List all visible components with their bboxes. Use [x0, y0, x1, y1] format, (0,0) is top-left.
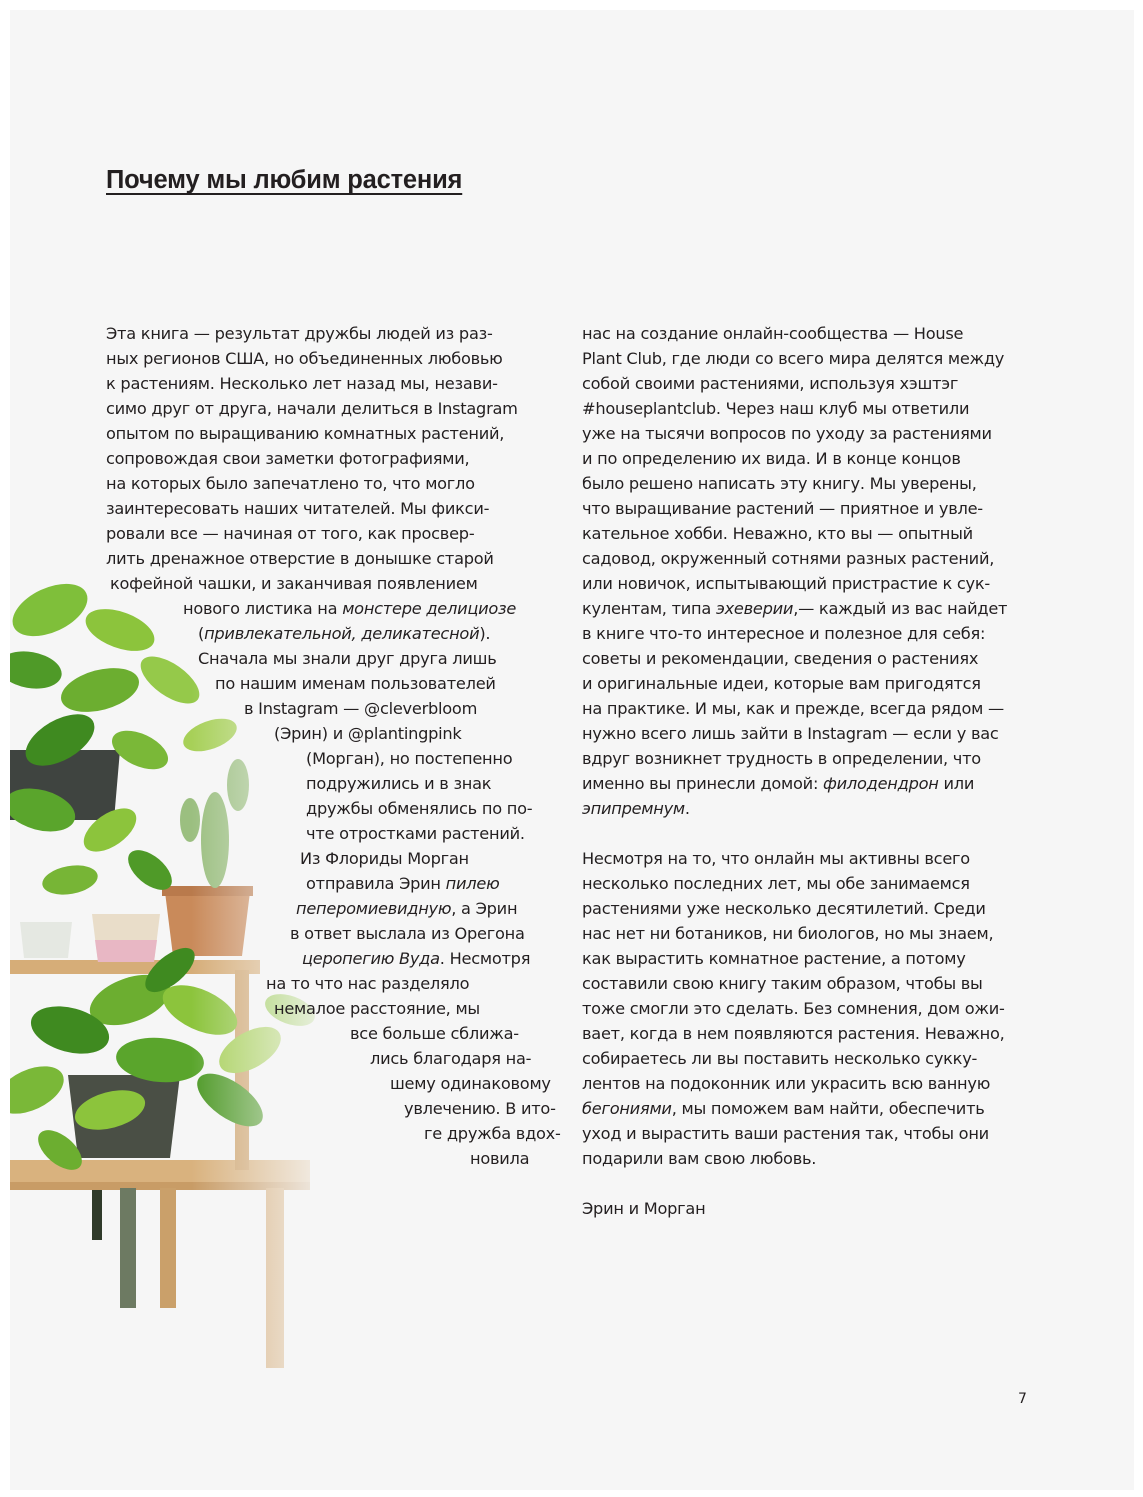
text-line — [582, 396, 969, 421]
text-span: (Эрин) и @plantingpink — [274, 724, 462, 743]
text-span: дружбы обменялись по по- — [306, 799, 533, 818]
italic-term: пилею — [445, 874, 500, 893]
page-number: 7 — [1018, 1391, 1027, 1407]
text-span: ,— каждый из вас найдет — [793, 599, 1008, 618]
text-line — [290, 921, 525, 946]
text-span: отправила Эрин — [306, 874, 446, 893]
text-line — [582, 596, 1007, 621]
text-span: несколько последних лет, мы обе занимаемся — [582, 874, 970, 893]
text-span: ных регионов США, но объединенных любовью — [106, 349, 503, 368]
text-span: лись благодаря на- — [370, 1049, 532, 1068]
text-line — [582, 946, 966, 971]
text-line — [582, 571, 990, 596]
text-span: именно вы принесли домой: — [582, 774, 824, 793]
text-span: на то что нас разделяло — [266, 974, 470, 993]
text-line — [582, 1071, 990, 1096]
text-line — [582, 346, 1004, 371]
text-span: Plant Club, где люди со всего мира делятся между — [582, 349, 1005, 368]
text-line — [582, 421, 992, 446]
text-line — [404, 1096, 556, 1121]
text-line — [582, 846, 970, 871]
page-title: Почему мы любим растения — [106, 166, 463, 194]
text-line — [582, 771, 974, 796]
text-span: немалое расстояние, мы — [274, 999, 480, 1018]
text-span: . — [684, 799, 690, 818]
text-span: , мы поможем вам найти, обеспечить — [671, 1099, 985, 1118]
italic-term: филодендрон — [823, 774, 939, 793]
text-span: Из Флориды Морган — [300, 849, 469, 868]
text-span: или новичок, испытывающий пристрастие к сук- — [582, 574, 991, 593]
text-span: сопровождая свои заметки фотографиями, — [106, 449, 470, 468]
text-span: на практике. И мы, как и прежде, всегда рядом — — [582, 699, 1004, 718]
text-line — [582, 671, 981, 696]
text-line — [390, 1071, 551, 1096]
text-span: ге дружба вдох- — [424, 1124, 561, 1143]
text-span: кательное хобби. Неважно, кто вы — опытный — [582, 524, 973, 543]
text-span: в ответ выслала из Орегона — [290, 924, 525, 943]
text-span: кофейной чашки, и заканчивая появлением — [110, 574, 478, 593]
text-span: ). — [479, 624, 491, 643]
text-span: уже на тысячи вопросов по уходу за растениями — [582, 424, 992, 443]
text-span: , а Эрин — [451, 899, 518, 918]
text-span: нас нет ни ботаников, ни биологов, но мы знаем, — [582, 924, 994, 943]
text-span: собираетесь ли вы поставить несколько сукку- — [582, 1049, 978, 1068]
text-line — [274, 996, 480, 1021]
text-line — [582, 1146, 816, 1171]
text-span: нового листика на — [183, 599, 343, 618]
text-span: увлечению. В ито- — [404, 1099, 556, 1118]
text-line — [350, 1021, 519, 1046]
text-line — [198, 621, 490, 646]
text-line — [300, 846, 469, 871]
text-span: или — [938, 774, 975, 793]
text-line — [106, 421, 504, 446]
text-span: чте отростками растений. — [306, 824, 525, 843]
text-span: вдруг возникнет трудность в определении, что — [582, 749, 981, 768]
text-span: и оригинальные идеи, которые вам пригодятся — [582, 674, 981, 693]
text-span: на которых было запечатлено то, что могло — [106, 474, 475, 493]
italic-term: привлекательной, деликатесной — [204, 624, 480, 643]
text-line — [582, 446, 961, 471]
text-span: симо друг от друга, начали делиться в Instagram — [106, 399, 518, 418]
italic-term: пеперомиевидную — [296, 899, 452, 918]
text-span: лить дренажное отверстие в донышке старой — [106, 549, 494, 568]
text-span: (Морган), но постепенно — [306, 749, 513, 768]
text-line — [106, 371, 498, 396]
text-span: составили свою книгу таким образом, чтобы вы — [582, 974, 983, 993]
text-line — [582, 721, 999, 746]
text-line — [582, 1096, 985, 1121]
text-line — [582, 996, 1005, 1021]
text-line — [370, 1046, 531, 1071]
text-span: советы и рекомендации, сведения о растениях — [582, 649, 979, 668]
text-span: уход и вырастить ваши растения так, чтобы они — [582, 1124, 989, 1143]
text-line — [198, 646, 497, 671]
text-line — [296, 896, 517, 921]
text-line — [470, 1146, 529, 1171]
text-line — [306, 746, 512, 771]
text-line — [110, 571, 478, 596]
text-line — [106, 546, 494, 571]
text-span: лентов на подоконник или украсить всю ванную — [582, 1074, 991, 1093]
text-span: все больше сближа- — [350, 1024, 519, 1043]
text-span: подружились и в знак — [306, 774, 492, 793]
book-page — [10, 10, 1134, 1490]
text-line — [306, 871, 499, 896]
text-span: нас на создание онлайн-сообщества — House — [582, 324, 964, 343]
text-span: садовод, окруженный сотнями разных растений, — [582, 549, 995, 568]
text-line — [582, 646, 978, 671]
text-span: по нашим именам пользователей — [215, 674, 496, 693]
text-line — [582, 1021, 1005, 1046]
text-line — [244, 696, 477, 721]
text-line — [582, 1196, 705, 1221]
text-line — [106, 496, 489, 521]
text-span: нужно всего лишь зайти в Instagram — если у вас — [582, 724, 999, 743]
text-line — [582, 696, 1004, 721]
text-span: собой своими растениями, используя хэштэг — [582, 374, 959, 393]
text-span: и по определению их вида. И в конце концов — [582, 449, 961, 468]
text-line — [582, 921, 993, 946]
text-line — [306, 771, 491, 796]
text-line — [582, 896, 986, 921]
text-line — [306, 796, 532, 821]
text-line — [582, 471, 977, 496]
text-span: шему одинаковому — [390, 1074, 551, 1093]
text-span: в Instagram — @cleverbloom — [244, 699, 478, 718]
text-span: заинтересовать наших читателей. Мы фикси- — [106, 499, 490, 518]
text-line — [424, 1121, 561, 1146]
text-line — [582, 321, 963, 346]
text-line — [582, 871, 970, 896]
text-line — [106, 321, 493, 346]
text-line — [266, 971, 469, 996]
text-line — [582, 1121, 989, 1146]
text-line — [106, 346, 503, 371]
text-span: кулентам, типа — [582, 599, 716, 618]
text-line — [306, 821, 525, 846]
text-line — [106, 471, 475, 496]
text-span: как вырастить комнатное растение, а потому — [582, 949, 966, 968]
text-line — [582, 796, 690, 821]
italic-term: эпипремнум — [582, 799, 685, 818]
italic-term: церопегию Вуда — [302, 949, 440, 968]
text-span: Эта книга — результат дружбы людей из раз- — [106, 324, 493, 343]
text-line — [582, 971, 983, 996]
text-span: что выращивание растений — приятное и увле- — [582, 499, 983, 518]
text-span: вает, когда в нем появляются растения. Неважно, — [582, 1024, 1005, 1043]
italic-term: бегониями — [582, 1099, 672, 1118]
text-span: подарили вам свою любовь. — [582, 1149, 817, 1168]
text-line — [582, 521, 973, 546]
text-span: ( — [198, 624, 205, 643]
text-span: #houseplantclub. Через наш клуб мы ответили — [582, 399, 970, 418]
text-line — [106, 396, 518, 421]
text-line — [106, 521, 474, 546]
text-span: новила — [470, 1149, 530, 1168]
text-span: Сначала мы знали друг друга лишь — [198, 649, 497, 668]
text-line — [582, 621, 985, 646]
text-line — [274, 721, 462, 746]
text-span: Эрин и Морган — [582, 1199, 706, 1218]
text-span: тоже смогли это сделать. Без сомнения, дом ожи- — [582, 999, 1005, 1018]
text-line — [183, 596, 516, 621]
text-line — [302, 946, 530, 971]
text-span: растениями уже несколько десятилетий. Среди — [582, 899, 986, 918]
text-line — [582, 1046, 977, 1071]
text-span: опытом по выращиванию комнатных растений, — [106, 424, 505, 443]
text-span: в книге что-то интересное и полезное для себя: — [582, 624, 986, 643]
italic-term: эхеверии — [715, 599, 794, 618]
text-span: к растениям. Несколько лет назад мы, незави- — [106, 374, 498, 393]
text-line — [215, 671, 496, 696]
text-line — [582, 371, 958, 396]
text-span: . Несмотря — [439, 949, 531, 968]
text-span: ровали все — начиная от того, как просвер- — [106, 524, 475, 543]
text-span: Несмотря на то, что онлайн мы активны всего — [582, 849, 970, 868]
text-line — [582, 546, 994, 571]
text-span: было решено написать эту книгу. Мы уверены, — [582, 474, 977, 493]
text-line — [582, 746, 981, 771]
text-line — [106, 446, 469, 471]
italic-term: монстере делициозе — [342, 599, 517, 618]
text-line — [582, 496, 983, 521]
